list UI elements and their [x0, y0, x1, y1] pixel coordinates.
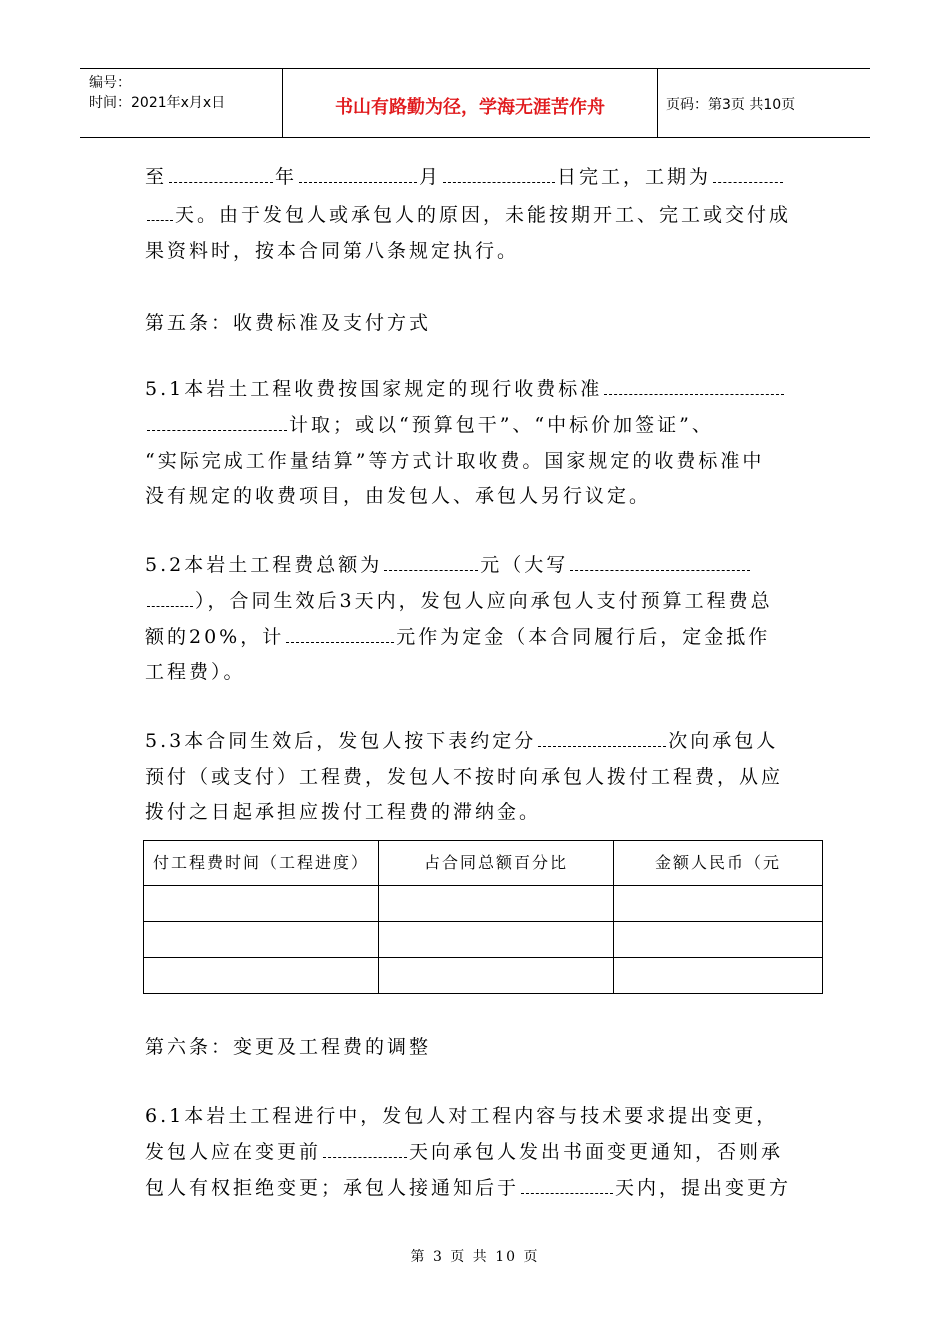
table-cell[interactable]: [614, 886, 823, 922]
text-fragment: 天。由于发包人或承包人的原因，未能按期开工、完工或交付成: [175, 204, 792, 226]
article-6-title: 第六条：变更及工程费的调整: [145, 1036, 432, 1058]
table-cell[interactable]: [144, 922, 379, 958]
paragraph-line: “实际完成工作量结算”等方式计取收费。国家规定的收费标准中: [145, 450, 765, 472]
fill-blank[interactable]: [286, 628, 394, 643]
text-fragment: 发包人应在变更前: [145, 1141, 322, 1163]
article-5-title: 第五条：收费标准及支付方式: [145, 312, 432, 334]
text-fragment: 天内，提出变更方: [615, 1177, 792, 1199]
text-fragment: 包人有权拒绝变更；承包人接通知后于: [145, 1177, 520, 1199]
paragraph-line: 拨付之日起承担应拨付工程费的滞纳金。: [145, 801, 542, 823]
paragraph-line: [145, 413, 714, 437]
paragraph-line: 预付（或支付）工程费，发包人不按时向承包人拨付工程费，从应: [145, 766, 784, 788]
table-header-cell: 金额人民币（元: [614, 841, 823, 886]
fill-blank[interactable]: [538, 732, 666, 747]
text-fragment: 天向承包人发出书面变更通知，否则承: [409, 1141, 784, 1163]
table-cell[interactable]: [379, 958, 614, 994]
fill-blank[interactable]: [570, 556, 750, 571]
fill-blank[interactable]: [147, 592, 193, 607]
text-fragment: 月: [419, 166, 442, 188]
paragraph-line: [145, 729, 778, 753]
table-header-cell: 付工程费时间（工程进度）: [144, 841, 379, 886]
paragraph-line: [145, 553, 752, 577]
fill-blank[interactable]: [323, 1143, 407, 1158]
fill-blank[interactable]: [147, 416, 287, 431]
paragraph-line: [145, 1140, 783, 1164]
document-date-label: 时间：2021年x月x日: [89, 95, 226, 111]
text-fragment: 5.1本岩土工程收费按国家规定的现行收费标准: [145, 378, 603, 400]
header-page-info: 页码：第3页 共10页: [666, 97, 796, 113]
text-fragment: 额的20%，计: [145, 626, 285, 648]
table-header-cell: 占合同总额百分比: [379, 841, 614, 886]
paragraph-line: [145, 165, 785, 189]
text-fragment: 5.3本合同生效后，发包人按下表约定分: [145, 730, 537, 752]
paragraph-line: 6.1本岩土工程进行中，发包人对工程内容与技术要求提出变更，: [145, 1105, 779, 1127]
table-row: [144, 922, 823, 958]
paragraph-line: [145, 589, 773, 613]
header-meta-cell: [80, 69, 283, 137]
text-fragment: 年: [275, 166, 298, 188]
table-cell[interactable]: [379, 922, 614, 958]
table-cell[interactable]: [614, 922, 823, 958]
table-row: [144, 958, 823, 994]
payment-schedule-table: [143, 840, 823, 994]
text-fragment: 元（大写: [480, 554, 569, 576]
fill-blank[interactable]: [604, 380, 784, 395]
paragraph-line: 没有规定的收费项目，由发包人、承包人另行议定。: [145, 485, 652, 507]
fill-blank[interactable]: [384, 556, 478, 571]
document-number-label: 编号：: [89, 75, 131, 91]
fill-blank[interactable]: [521, 1179, 613, 1194]
table-row: [144, 886, 823, 922]
table-cell[interactable]: [379, 886, 614, 922]
page-header: [80, 68, 870, 138]
paragraph-line: 工程费）。: [145, 661, 246, 683]
paragraph-line: [145, 625, 770, 649]
header-motto: 书山有路勤为径，学海无涯苦作舟: [335, 97, 605, 118]
text-fragment: 至: [145, 166, 168, 188]
page-footer: 第 3 页 共 10 页: [410, 1249, 540, 1265]
text-fragment: 计取；或以“预算包干”、“中标价加签证”、: [289, 414, 714, 436]
text-fragment: 日完工，工期为: [557, 166, 712, 188]
fill-blank[interactable]: [169, 168, 273, 183]
fill-blank[interactable]: [299, 168, 417, 183]
fill-blank[interactable]: [443, 168, 555, 183]
table-cell[interactable]: [144, 958, 379, 994]
text-fragment: 次向承包人: [668, 730, 779, 752]
paragraph-line: 果资料时，按本合同第八条规定执行。: [145, 240, 520, 262]
fill-blank[interactable]: [147, 206, 173, 221]
text-fragment: 元作为定金（本合同履行后，定金抵作: [396, 626, 771, 648]
table-header-row: [144, 841, 823, 886]
header-page-cell: [658, 69, 870, 137]
table-cell[interactable]: [614, 958, 823, 994]
table-cell[interactable]: [144, 886, 379, 922]
text-fragment: 5.2本岩土工程费总额为: [145, 554, 383, 576]
header-motto-cell: [283, 69, 658, 137]
paragraph-line: [145, 1176, 791, 1200]
fill-blank[interactable]: [713, 168, 783, 183]
paragraph-line: [145, 377, 786, 401]
paragraph-line: [145, 203, 791, 227]
text-fragment: ），合同生效后3天内，发包人应向承包人支付预算工程费总: [195, 590, 773, 612]
